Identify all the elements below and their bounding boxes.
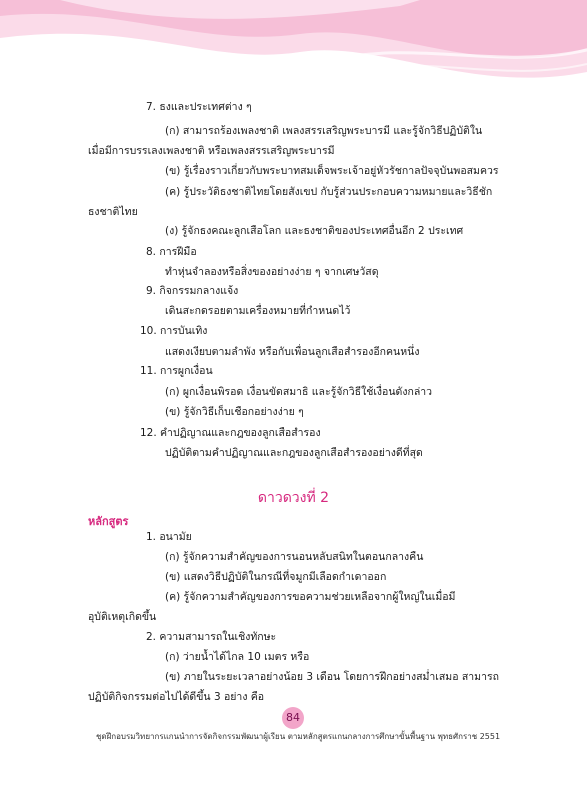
text-line: ธงชาติไทย xyxy=(88,206,138,218)
text-line: (ค) รู้จักความสำคัญของการขอความช่วยเหลือจากผู้ใหญ่ในเมื่อมี xyxy=(165,591,456,603)
text-line: 10. การบันเทิง xyxy=(140,325,208,337)
text-line: ทำหุ่นจำลองหรือสิ่งของอย่างง่าย ๆ จากเศษวัสดุ xyxy=(165,266,379,278)
text-line: (ก) ผูกเงื่อนพิรอด เงื่อนขัดสมาธิ และรู้จักวิธีใช้เงื่อนดังกล่าว xyxy=(165,386,433,398)
text-line: อุบัติเหตุเกิดขึ้น xyxy=(88,611,157,623)
text-line: 12. คำปฏิญาณและกฎของลูกเสือสำรอง xyxy=(140,427,321,439)
curriculum-subheading: หลักสูตร xyxy=(88,515,129,528)
text-line: (ข) รู้จักวิธีเก็บเชือกอย่างง่าย ๆ xyxy=(165,406,304,418)
text-line: ปฏิบัติตามคำปฏิญาณและกฎของลูกเสือสำรองอย่างดีที่สุด xyxy=(165,447,423,459)
text-line: เดินสะกดรอยตามเครื่องหมายที่กำหนดไว้ xyxy=(165,305,351,317)
text-line: เมื่อมีการบรรเลงเพลงชาติ หรือเพลงสรรเสริญพระบารมี xyxy=(88,145,335,157)
text-line: ปฏิบัติกิจกรรมต่อไปได้ดีขึ้น 3 อย่าง คือ xyxy=(88,691,265,703)
text-line: 11. การผูกเงื่อน xyxy=(140,365,213,377)
page-number: 84 xyxy=(282,707,304,729)
text-line: (ก) ว่ายน้ำได้ไกล 10 เมตร หรือ xyxy=(165,651,310,663)
text-line: 2. ความสามารถในเชิงทักษะ xyxy=(146,631,277,643)
text-line: (ค) รู้ประวัติธงชาติไทยโดยสังเขป กับรู้ส่วนประกอบความหมายและวิธีชัก xyxy=(165,186,493,198)
text-line: (ก) รู้จักความสำคัญของการนอนหลับสนิทในตอนกลางคืน xyxy=(165,551,424,563)
section-title: ดาวดวงที่ 2 xyxy=(257,490,330,506)
text-line: (ง) รู้จักธงคณะลูกเสือโลก และธงชาติของประเทศอื่นอีก 2 ประเทศ xyxy=(165,225,464,237)
text-line: 7. ธงและประเทศต่าง ๆ xyxy=(146,101,252,113)
header-decoration xyxy=(0,0,587,96)
footer-text: ชุดฝึกอบรมวิทยากรแกนนำการจัดกิจกรรมพัฒนาผู้เรียน ตามหลักสูตรแกนกลางการศึกษาขั้นพื้นฐาน พุทธศักราช 2551 xyxy=(95,732,501,741)
text-line: (ข) แสดงวิธีปฏิบัติในกรณีที่จมูกมีเลือดกำเดาออก xyxy=(165,571,387,583)
text-line: (ข) ภายในระยะเวลาอย่างน้อย 3 เดือน โดยการฝึกอย่างสม่ำเสมอ สามารถ xyxy=(165,671,499,683)
text-line: 1. อนามัย xyxy=(146,531,192,543)
text-line: (ข) รู้เรื่องราวเกี่ยวกับพระบาทสมเด็จพระเจ้าอยู่หัวรัชกาลปัจจุบันพอสมควร xyxy=(165,165,499,177)
text-line: แสดงเงียบตามลำพัง หรือกับเพื่อนลูกเสือสำรองอีกคนหนึ่ง xyxy=(165,346,420,358)
text-line: 9. กิจกรรมกลางแจ้ง xyxy=(146,285,239,297)
text-line: 8. การฝีมือ xyxy=(146,246,197,258)
text-line: (ก) สามารถร้องเพลงชาติ เพลงสรรเสริญพระบารมี และรู้จักวิธีปฏิบัติใน xyxy=(165,125,483,137)
